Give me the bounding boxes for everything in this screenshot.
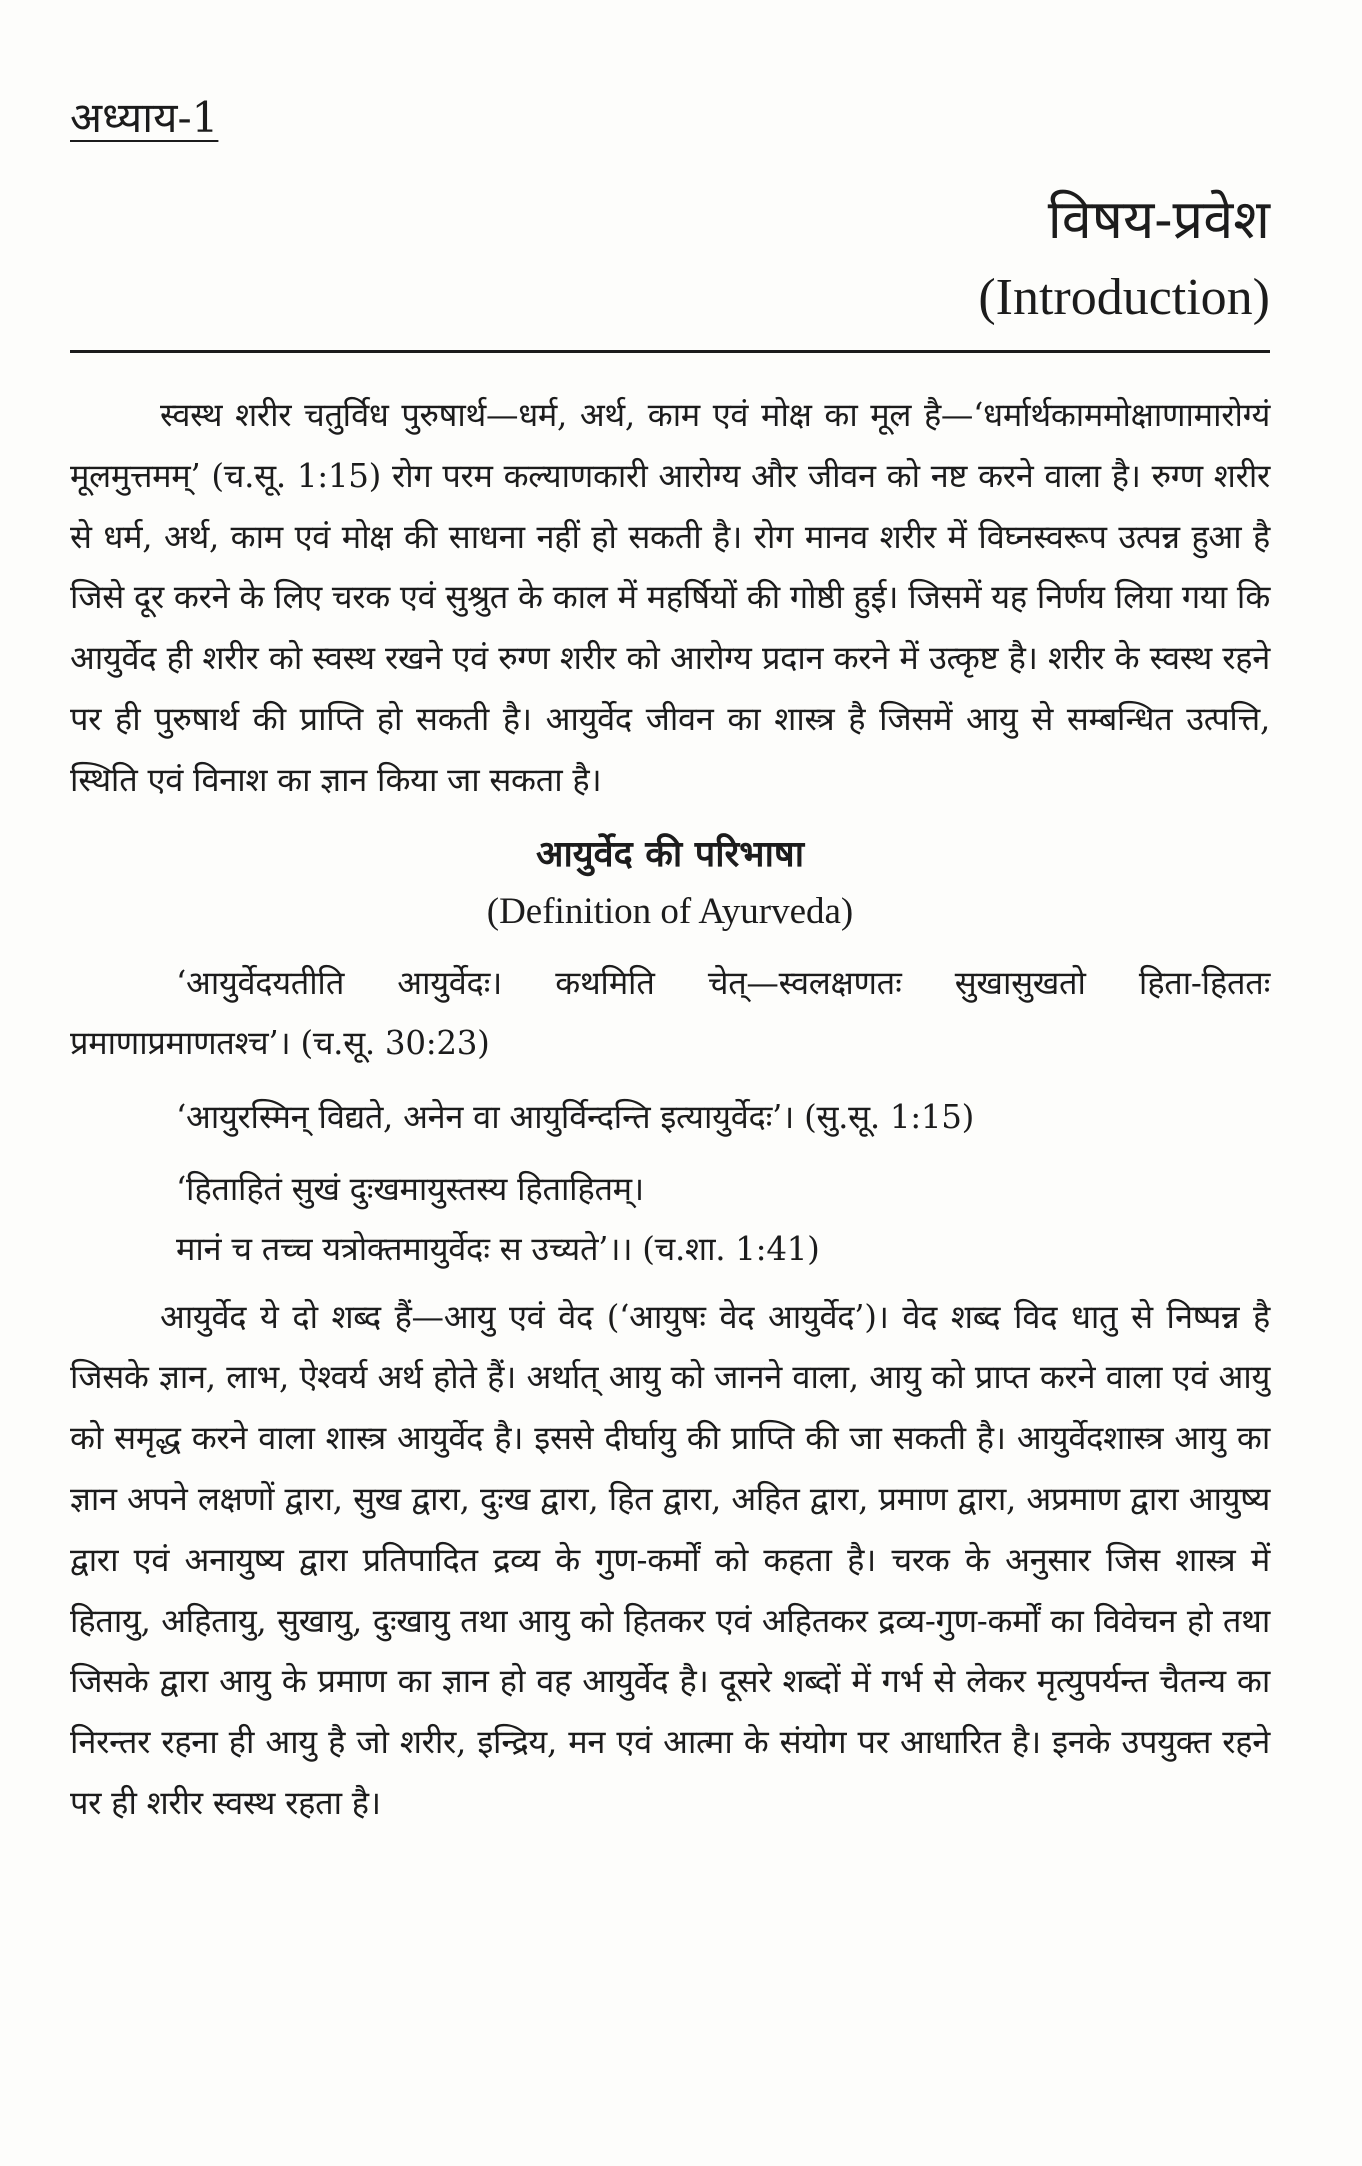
page-body: [70, 385, 1270, 1834]
verse-charaka-sharira: [70, 1159, 1270, 1279]
intro-paragraph: स्वस्थ शरीर चतुर्विध पुरुषार्थ—धर्म, अर्थ, काम एवं मोक्ष का मूल है—‘धर्मार्थकाममोक्षाणामारोग्यं मूलमुत्तमम्’ (च.सू. 1:15) रोग परम कल्याणकारी आरोग्य और जीवन को नष्ट करने वाला है। रुग्ण शरीर से धर्म, अर्थ, काम एवं मोक्ष की साधना नहीं हो सकती है। रोग मानव शरीर में विघ्नस्वरूप उत्पन्न हुआ है जिसे दूर करने के लिए चरक एवं सुश्रुत के काल में महर्षियों की गोष्ठी हुई। जिसमें यह निर्णय लिया गया कि आयुर्वेद ही शरीर को स्वस्थ रखने एवं रुग्ण शरीर को आरोग्य प्रदान करने में उत्कृष्ट है। शरीर के स्वस्थ रहने पर ही पुरुषार्थ की प्राप्ति हो सकती है। आयुर्वेद जीवन का शास्त्र है जिसमें आयु से सम्बन्धित उत्पत्ति, स्थिति एवं विनाश का ज्ञान किया जा सकता है।: [70, 396, 1270, 799]
section-heading: आयुर्वेद की परिभाषा: [535, 832, 805, 875]
chapter-subtitle: (Introduction): [978, 269, 1270, 326]
header-divider: [70, 350, 1270, 353]
verse-line: ‘हिताहितं सुखं दुःखमायुस्तस्य हिताहितम्।: [176, 1169, 644, 1208]
verse-line: मानं च तच्च यत्रोक्तमायुर्वेदः स उच्यते’।। (च.शा. 1:41): [176, 1229, 820, 1268]
quote-charaka-sutra: ‘आयुर्वेदयतीति आयुर्वेदः। कथमिति चेत्—स्वलक्षणतः सुखासुखतो हिता-हिततः प्रमाणाप्रमाणतश्च’। (च.सू. 30:23): [70, 963, 1270, 1062]
definition-explained-paragraph: आयुर्वेद ये दो शब्द हैं—आयु एवं वेद (‘आयुषः वेद आयुर्वेद’)। वेद शब्द विद धातु से निष्पन्न है जिसके ज्ञान, लाभ, ऐश्वर्य अर्थ होते हैं। अर्थात् आयु को जानने वाला, आयु को प्राप्त करने वाला एवं आयु को समृद्ध करने वाला शास्त्र आयुर्वेद है। इससे दीर्घायु की प्राप्ति की जा सकती है। आयुर्वेदशास्त्र आयु का ज्ञान अपने लक्षणों द्वारा, सुख द्वारा, दुःख द्वारा, हित द्वारा, अहित द्वारा, प्रमाण द्वारा, अप्रमाण द्वारा आयुष्य द्वारा एवं अनायुष्य द्वारा प्रतिपादित द्रव्य के गुण-कर्मों को कहता है। चरक के अनुसार जिस शास्त्र में हितायु, अहितायु, सुखायु, दुःखायु तथा आयु को हितकर एवं अहितकर द्रव्य-गुण-कर्मों का विवेचन हो तथा जिसके द्वारा आयु के प्रमाण का ज्ञान हो वह आयुर्वेद है। दूसरे शब्दों में गर्भ से लेकर मृत्युपर्यन्त चैतन्य का निरन्तर रहना ही आयु है जो शरीर, इन्द्रिय, मन एवं आत्मा के संयोग पर आधारित है। इनके उपयुक्त रहने पर ही शरीर स्वस्थ रहता है।: [70, 1297, 1270, 1822]
chapter-title: विषय-प्रवेश: [1047, 188, 1270, 251]
section-subheading: (Definition of Ayurveda): [486, 890, 854, 932]
chapter-label: अध्याय-1: [70, 93, 219, 142]
quote-sushruta-sutra: ‘आयुरस्मिन् विद्यते, अनेन वा आयुर्विन्दन्ति इत्यायुर्वेदः’। (सु.सू. 1:15): [176, 1097, 975, 1136]
